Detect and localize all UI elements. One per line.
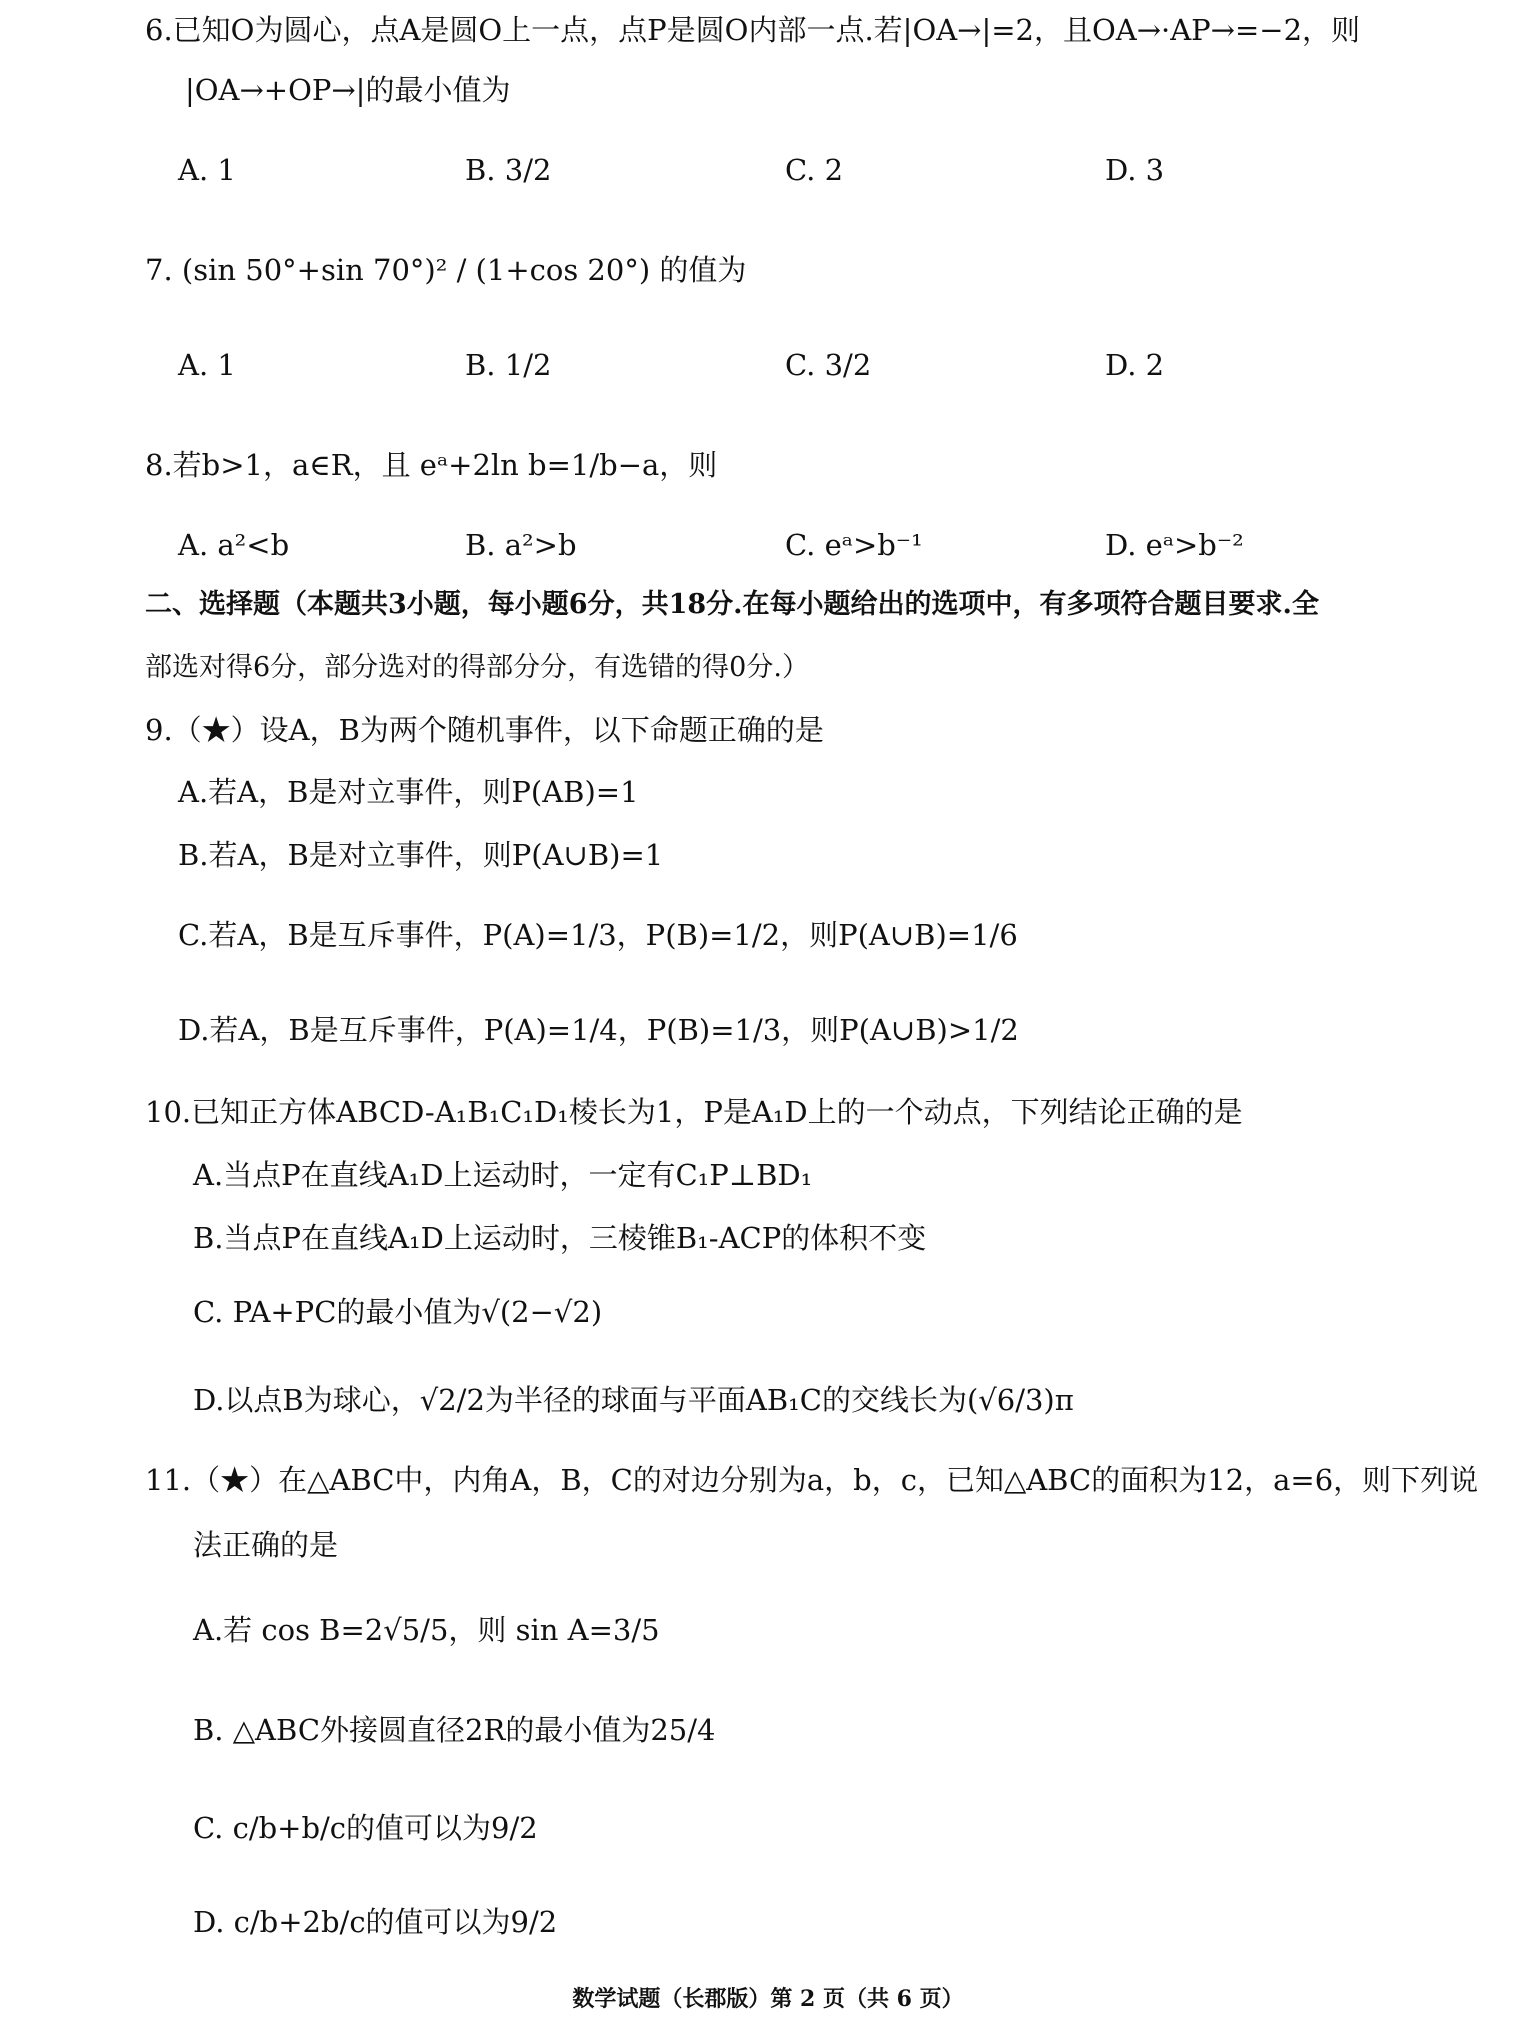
section2-heading-line1: 二、选择题（本题共3小题，每小题6分，共18分.在每小题给出的选项中，有多项符合题目要求.全 [145,589,1319,620]
q6-stem-line2: |OA→+OP→|的最小值为 [185,73,511,107]
q10-option-b: B.当点P在直线A₁D上运动时，三棱锥B₁-ACP的体积不变 [193,1221,927,1255]
q9-option-b: B.若A，B是对立事件，则P(A∪B)=1 [178,838,664,872]
q8-option-a: A. a²<b [178,528,290,562]
q6-stem-line1: 6.已知O为圆心，点A是圆O上一点，点P是圆O内部一点.若|OA→|=2，且OA→·AP→=−2，则 [145,13,1361,47]
q9-option-d: D.若A，B是互斥事件，P(A)=1/4，P(B)=1/3，则P(A∪B)>1/2 [178,1013,1019,1047]
q10-stem: 10.已知正方体ABCD-A₁B₁C₁D₁棱长为1，P是A₁D上的一个动点，下列结论正确的是 [145,1095,1243,1129]
q7-option-d: D. 2 [1105,348,1165,382]
q11-option-b: B. △ABC外接圆直径2R的最小值为25/4 [193,1713,716,1747]
q6-option-a: A. 1 [178,153,236,187]
q6-option-b: B. 3/2 [465,153,552,187]
page-footer: 数学试题（长郡版）第 2 页（共 6 页） [572,1986,964,2012]
q10-option-c: C. PA+PC的最小值为√(2−√2) [193,1295,603,1329]
q9-option-a: A.若A，B是对立事件，则P(AB)=1 [178,775,639,809]
q7-option-a: A. 1 [178,348,236,382]
q10-option-d: D.以点B为球心，√2/2为半径的球面与平面AB₁C的交线长为(√6/3)π [193,1383,1074,1417]
q10-option-a: A.当点P在直线A₁D上运动时，一定有C₁P⊥BD₁ [193,1158,813,1192]
q9-stem: 9.（★）设A，B为两个随机事件，以下命题正确的是 [145,713,824,747]
q7-stem: 7. (sin 50°+sin 70°)² / (1+cos 20°) 的值为 [145,253,747,287]
q8-option-b: B. a²>b [465,528,577,562]
q7-option-b: B. 1/2 [465,348,552,382]
q7-option-c: C. 3/2 [785,348,872,382]
q6-option-d: D. 3 [1105,153,1165,187]
q9-option-c: C.若A，B是互斥事件，P(A)=1/3，P(B)=1/2，则P(A∪B)=1/6 [178,918,1018,952]
q8-stem: 8.若b>1，a∈R，且 eᵃ+2ln b=1/b−a，则 [145,448,718,482]
q11-option-a: A.若 cos B=2√5/5，则 sin A=3/5 [193,1613,660,1647]
q8-option-d: D. eᵃ>b⁻² [1105,528,1244,562]
q11-option-d: D. c/b+2b/c的值可以为9/2 [193,1905,558,1939]
q11-option-c: C. c/b+b/c的值可以为9/2 [193,1811,538,1845]
section2-heading-line2: 部选对得6分，部分选对的得部分分，有选错的得0分.） [145,652,809,683]
q11-stem-line1: 11.（★）在△ABC中，内角A，B，C的对边分别为a，b，c，已知△ABC的面积为12，a=6，则下列说 [145,1463,1479,1497]
q11-stem-line2: 法正确的是 [193,1528,339,1562]
q6-option-c: C. 2 [785,153,844,187]
q8-option-c: C. eᵃ>b⁻¹ [785,528,923,562]
